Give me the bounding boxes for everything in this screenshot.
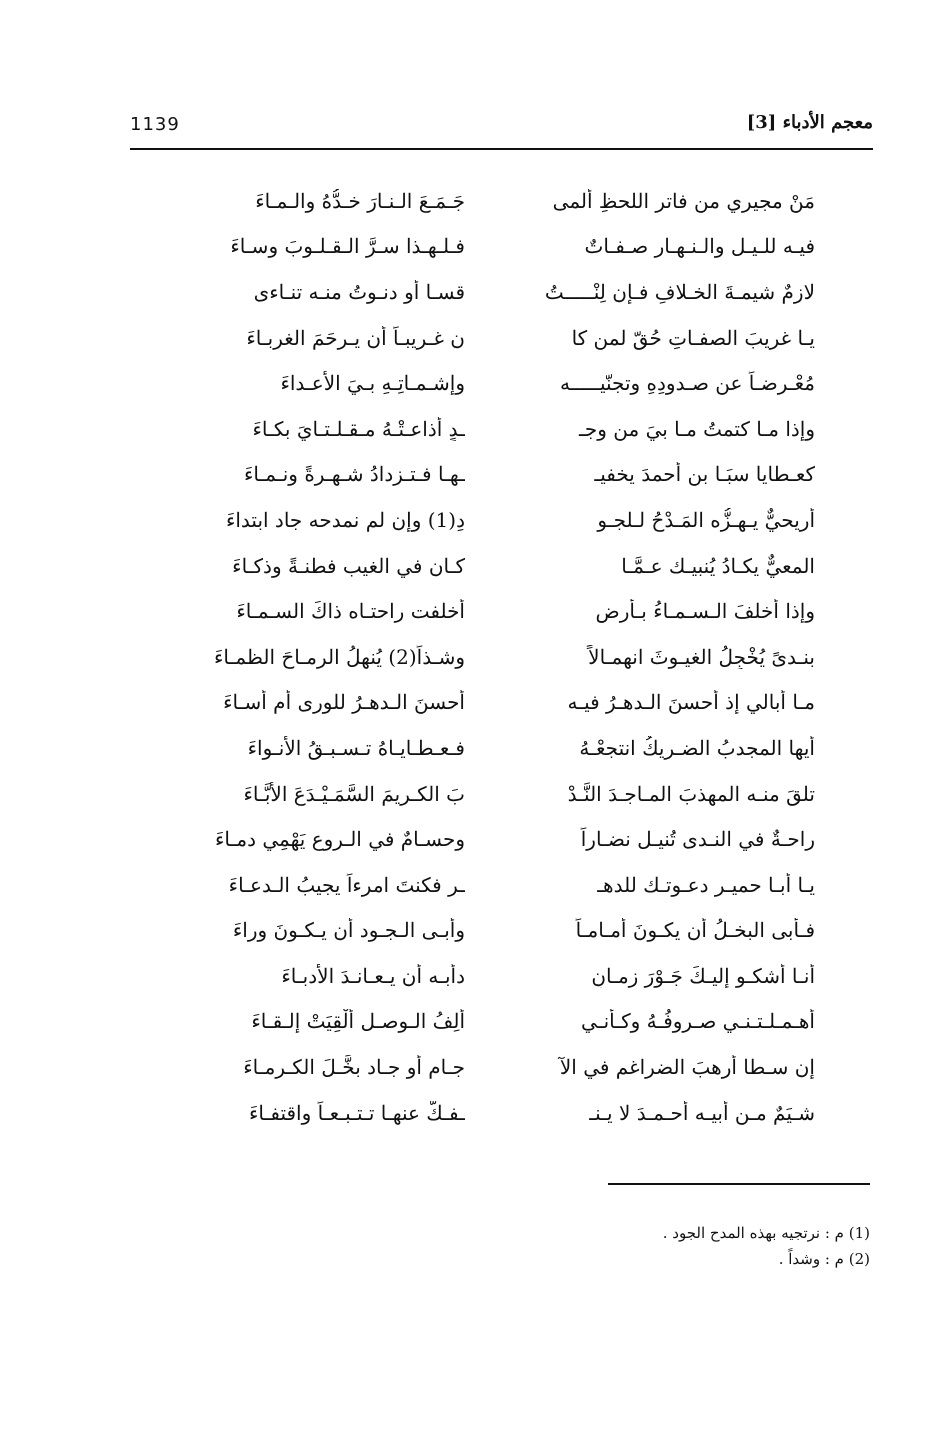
verse [175,908,815,954]
second-hemistich: وإشـمـاتِـهِ بـيَ الأعـداءَ [280,371,465,396]
first-hemistich: مـا أُبالي إذ أحسنَ الـدهـرُ فيـه [567,690,815,715]
first-hemistich: أنـا أشكـو إليـكَ جَـوْرَ زمـانٍ [591,963,815,988]
verse [175,360,815,406]
page-header [130,110,873,146]
footnote-rule [608,1183,870,1185]
first-hemistich: يـا أبـا حميـرٍ دعـوتـك للدهـ [597,872,815,897]
footnote: (1) م : نرتجيه بهذه المدح الجود . [662,1224,870,1242]
second-hemistich: وأبـى الـجـود أن يـكـونَ وراءَ [232,918,465,943]
second-hemistich: جـام أو جـاد بخَّـلَ الكـرمـاءَ [243,1055,465,1080]
second-hemistich: بَ الكـريمَ السَّمَـيْـدَعَ الأبَّـاءَ [243,781,465,806]
first-hemistich: وإذا أخلفَ الـسـمـاءُ بـأرضٍ [595,599,815,624]
first-hemistich: أريحيٌّ يـهـزُّه المَـدْحُ لـلجـو [597,507,815,532]
second-hemistich: كـان في الغيب فطنـةً وذكـاءَ [232,553,465,578]
first-hemistich: تلقَ منـه المهذبَ المـاجـدَ النَّـدْ [567,781,815,806]
second-hemistich: أحسنَ الـدهـرُ للورى أم أسـاءَ [223,690,465,715]
verse [175,588,815,634]
first-hemistich: يـا غريبَ الصفـاتِ حُقّ لمن كا [571,325,815,350]
verse [175,634,815,680]
verse [175,1090,815,1136]
verse [175,953,815,999]
verse [175,224,815,270]
first-hemistich: مُعْـرِضـاً عن صـدودِهِ وتجنّيـــــه [559,371,815,396]
verse [175,771,815,817]
second-hemistich: ـرِ فكنتَ امرءاً يجيبُ الـدعـاءَ [228,872,465,897]
first-hemistich: فـأبى البخـلُ أن يكـونَ أمـامـاً [575,918,815,943]
verse [175,178,815,224]
second-hemistich: فـعـطـايـاهُ تـسـبـقُ الأنـواءَ [247,735,465,760]
verse [175,862,815,908]
first-hemistich: المعيٌّ يكـادُ يُنبيـك عـمَّـا [621,553,815,578]
footnotes [370,1220,870,1272]
first-hemistich: شـيَمٌ مـن أبيـه أحـمـدَ لا يـنـ [589,1100,815,1125]
first-hemistich: راحـةٌ في النـدى تُنيـل نضـاراً [580,827,815,852]
second-hemistich: ـدٍ أذاعـتْـهُ مـقـلـتـايَ بكـاءَ [252,416,465,441]
second-hemistich: فـلـهـذا سـرَّ الـقـلـوبَ وسـاءَ [230,234,465,259]
verse [175,680,815,726]
verse [175,315,815,361]
second-hemistich: دِ(1) وإن لم نمدحه جاد ابتداءَ [225,507,465,532]
first-hemistich: مَنْ مجيري من فاترِ اللحظِ ألمى [552,188,815,213]
second-hemistich: دأبـه أن يـعـانـدَ الأدبـاءَ [281,963,465,988]
second-hemistich: جَـمَـعَ الـنـارَ خـدُّهُ والـمـاءَ [255,188,465,213]
poem [175,178,815,1135]
second-hemistich: ـفـكُّ عنهـا تـتـبـعـاً واقتفـاءَ [248,1100,465,1125]
second-hemistich: ـهـا فـتـزدادُ شـهـرةً ونـمـاءَ [243,462,465,487]
page-number: 1139 [130,114,180,135]
verse [175,1044,815,1090]
verse [175,269,815,315]
first-hemistich: بنـدىً يُخْجِلُ الغيـوثَ انهمـالاً [588,644,815,669]
verse [175,999,815,1045]
second-hemistich: ن غـريبـاً أن يـرحَمَ الغربـاءَ [246,325,465,350]
first-hemistich: إن سـطا أرهبَ الضراغم في الآ [559,1055,815,1080]
verse [175,816,815,862]
verse [175,725,815,771]
second-hemistich: وشـذاً(2) يُنهِلُ الرمـاحَ الظمـاءَ [214,644,465,669]
verse [175,497,815,543]
second-hemistich: قسـا أو دنـوتُ منـه تنـاءى [253,279,465,304]
first-hemistich: وإذا مـا كتمتُ مـا بيَ من وجـ [579,416,815,441]
header-rule [130,148,873,150]
first-hemistich: أهـمـلـتـنـي صـروفُـهُ وكـأنـي [581,1009,815,1034]
verse [175,543,815,589]
first-hemistich: أيها المجدبُ الضـريكُ انتجعْـهُ [579,735,815,760]
running-title: معجم الأدباء [3] [746,112,873,133]
first-hemistich: فيـه للـيـلِ والـنـهـارِ صـفـاتٌ [584,234,815,259]
verse [175,406,815,452]
footnote: (2) م : وشداً . [778,1250,870,1268]
second-hemistich: أَلِفُ الـوصـلِ أُلْقِيَتْ إلـقـاءَ [251,1009,465,1034]
first-hemistich: لازمٌ شيمـةَ الخـلافِ فـإن لِنْـــــتُ [544,279,815,304]
first-hemistich: كعـطايا سبَـا بن أحمدَ يخفيـ [594,462,815,487]
second-hemistich: أخلفت راحتـاه ذاكَ السـمـاءَ [236,599,465,624]
verse [175,452,815,498]
second-hemistich: وحسـامٌ في الـروع يَهْمِي دمـاءَ [215,827,465,852]
